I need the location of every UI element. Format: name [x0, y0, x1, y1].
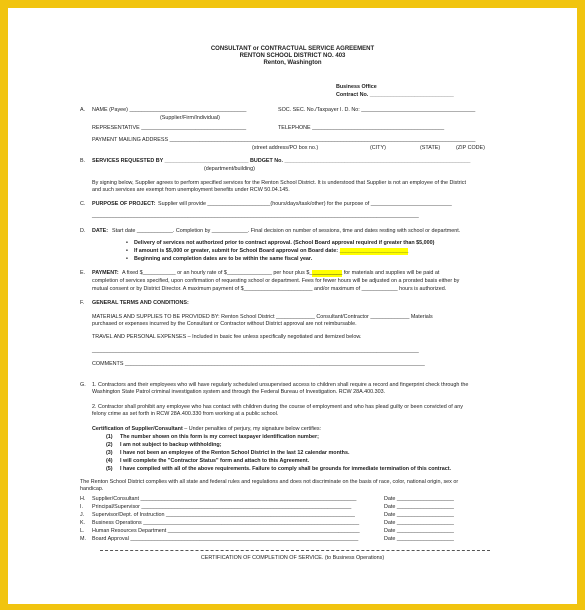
- purpose-line-2[interactable]: _____________________________________________________________________________________________________________: [92, 213, 419, 219]
- bullet-2-marker: •: [126, 248, 128, 254]
- district-city: Renton, Washington: [263, 60, 322, 66]
- dates-field[interactable]: Start date ____________. Completion by ____________. Final decision on number of sessions, time and dates resting with school or department.: [112, 228, 461, 234]
- board-approval-signature-field[interactable]: Board Approval ____________________________________________________________________________: [92, 536, 359, 542]
- supplier-signature-field[interactable]: Supplier/Consultant ________________________________________________________________________: [92, 496, 357, 502]
- travel-itemize-line[interactable]: _____________________________________________________________________________________________________________: [92, 348, 419, 354]
- comments-field[interactable]: COMMENTS ____________________________________________________________________________________________________: [92, 361, 425, 367]
- street-sublabel: (street address/PO box no.): [252, 145, 319, 151]
- section-letter-e: E.: [80, 270, 86, 276]
- materials-note: purchased or expenses incurred by the Consultant or Contractor without District approval are not reimbursable.: [92, 321, 357, 327]
- materials-amount-field[interactable]: __________: [312, 270, 343, 276]
- felony-prohibition-line2: felony crime as set forth in RCW 28A.400.330 from working at a public school.: [92, 411, 279, 417]
- payment-max-field[interactable]: mutual consent or by District Director. A maximum payment of $_______________________ and/or maximum of ____________ hours is authorized.: [92, 286, 447, 292]
- signature-letter-m: M.: [80, 536, 86, 542]
- cert-item-1: The number shown on this form is my correct taxpayer identification number;: [120, 434, 319, 440]
- contract-number-field[interactable]: Contract No. ____________________________: [336, 92, 454, 98]
- section-letter-g: G.: [80, 382, 86, 388]
- mailing-address-field[interactable]: PAYMENT MAILING ADDRESS ______________________________________________________________________________________________________: [92, 137, 476, 143]
- cert-item-5: I have complied with all of the above requirements. Failure to comply shall be grounds for immediate termination of this contract.: [120, 466, 451, 472]
- business-ops-date-field[interactable]: Date ___________________: [384, 520, 454, 526]
- payment-rate-field[interactable]: A fixed $___________ or an hourly rate of $_______________ per hour plus $___________ for materials and supplies will be paid at: [122, 270, 440, 276]
- city-sublabel: (CITY): [370, 145, 386, 151]
- section-letter-a: A.: [80, 107, 86, 113]
- business-office-label: Business Office: [336, 84, 377, 90]
- cert-item-2-num: (2): [106, 442, 113, 448]
- section-letter-b: B.: [80, 158, 86, 164]
- section-letter-c: C.: [80, 201, 86, 207]
- telephone-field[interactable]: TELEPHONE ____________________________________________: [278, 125, 445, 131]
- services-paragraph-line2: and such services are exempt from unemployment benefits under RCW 50.04.145.: [92, 187, 290, 193]
- signature-letter-k: K.: [80, 520, 86, 526]
- cert-item-4: I will complete the "Contractor Status" form and attach to this Agreement.: [120, 458, 310, 464]
- section-letter-d: D.: [80, 228, 86, 234]
- nondiscrimination-line1: The Renton School District complies with all state and federal rules and regulations and does not discriminate on the basis of race, color, national origin, sex or: [80, 479, 459, 485]
- signature-letter-j: J.: [80, 512, 85, 518]
- hr-date-field[interactable]: Date ___________________: [384, 528, 454, 534]
- signature-letter-l: L.: [80, 528, 85, 534]
- document-title: CONSULTANT or CONTRACTUAL SERVICE AGREEMENT: [210, 46, 375, 52]
- state-sublabel: (STATE): [420, 145, 441, 151]
- date-label: DATE:: [92, 228, 109, 234]
- principal-date-field[interactable]: Date ___________________: [384, 504, 454, 510]
- payee-name-field[interactable]: NAME (Payee) _______________________________________: [92, 107, 247, 113]
- cert-item-2: I am not subject to backup withholding;: [120, 442, 222, 448]
- signature-letter-i: I.: [80, 504, 83, 510]
- services-paragraph-line1: By signing below, Supplier agrees to perform specified services for the Renton School District. It is understood that Supplier is not an employee of the District: [92, 180, 466, 186]
- purpose-label: PURPOSE OF PROJECT:: [92, 201, 156, 207]
- background-check-line2: Washington State Patrol criminal investigation system and through the Federal Bureau of Investigation. RCW 28A.400.303.: [92, 389, 386, 395]
- payment-line-2: completion of services specified, upon confirmation of requesting school or department. Fees for fewer hours will be adjusted on a prorated basis either by: [92, 278, 460, 284]
- section-letter-f: F.: [80, 300, 85, 306]
- district-name: RENTON SCHOOL DISTRICT NO. 403: [239, 53, 346, 59]
- bullet-3-marker: •: [126, 256, 128, 262]
- purpose-field[interactable]: Supplier will provide _____________________(hours/days/task/other) for the purpose of ___________________________: [158, 201, 452, 207]
- fiscal-year-notice: Beginning and completion dates are to be within the same fiscal year.: [134, 256, 313, 262]
- principal-signature-field[interactable]: Principal/Supervisor ______________________________________________________________________: [92, 504, 352, 510]
- materials-provided-field[interactable]: MATERIALS AND SUPPLIES TO BE PROVIDED BY: Renton School District _____________ Consultant/Contractor _____________ Materials: [92, 314, 433, 320]
- supplier-sublabel: (Supplier/Firm/Individual): [160, 115, 220, 121]
- taxpayer-id-field[interactable]: SOC. SEC. No./Taxpayer I. D. No: ______________________________________: [278, 107, 476, 113]
- services-requested-field[interactable]: SERVICES REQUESTED BY ____________________________ BUDGET No. ______________________________________________________________: [92, 158, 471, 164]
- cert-item-4-num: (4): [106, 458, 113, 464]
- certification-heading: Certification of Supplier/Consultant – Under penalties of perjury, my signature below certifies:: [92, 426, 322, 432]
- board-approval-date-field[interactable]: Date ___________________: [384, 536, 454, 542]
- document-page: [8, 8, 577, 604]
- cut-line-divider: [100, 550, 490, 551]
- supervisor-signature-field[interactable]: Supervisor/Dept. of Instruction _______________________________________________________________: [92, 512, 355, 518]
- supplier-date-field[interactable]: Date ___________________: [384, 496, 454, 502]
- completion-certificate-heading: CERTIFICATION OF COMPLETION OF SERVICE. (to Business Operations): [200, 555, 385, 561]
- board-date-field[interactable]: _______________________: [339, 248, 409, 254]
- payment-label: PAYMENT:: [92, 270, 119, 276]
- cert-item-5-num: (5): [106, 466, 113, 472]
- supervisor-date-field[interactable]: Date ___________________: [384, 512, 454, 518]
- zip-sublabel: (ZIP CODE): [456, 145, 485, 151]
- cert-item-3: I have not been an employee of the Renton School District in the last 12 calendar months.: [120, 450, 350, 456]
- signature-letter-h: H.: [80, 496, 86, 502]
- delivery-notice: Delivery of services not authorized prior to contract approval. (School Board approval required if greater than $5,000): [134, 240, 435, 246]
- general-terms-heading: GENERAL TERMS AND CONDITIONS:: [92, 300, 189, 306]
- travel-expenses-text: TRAVEL AND PERSONAL EXPENSES – Included in basic fee unless specifically negotiated and itemized below.: [92, 334, 362, 340]
- felony-prohibition-line1: 2. Contractor shall prohibit any employee who has contact with children during the course of employment and who has plead guilty or been convicted of any: [92, 404, 463, 410]
- business-ops-signature-field[interactable]: Business Operations ________________________________________________________________________: [92, 520, 360, 526]
- bullet-1-marker: •: [126, 240, 128, 246]
- background-check-line1: 1. Contractors and their employees who will have regularly scheduled unsupervised access to children shall require a record and fingerprint check through the: [92, 382, 469, 388]
- board-approval-notice: If amount is $5,000 or greater, submit for School Board approval on Board date: _______________________: [134, 248, 409, 254]
- cert-item-3-num: (3): [106, 450, 113, 456]
- cert-item-1-num: (1): [106, 434, 113, 440]
- representative-field[interactable]: REPRESENTATIVE ___________________________________: [92, 125, 247, 131]
- department-sublabel: (department/building): [204, 166, 255, 172]
- hr-signature-field[interactable]: Human Resources Department ________________________________________________________________: [92, 528, 360, 534]
- nondiscrimination-line2: handicap.: [80, 486, 104, 492]
